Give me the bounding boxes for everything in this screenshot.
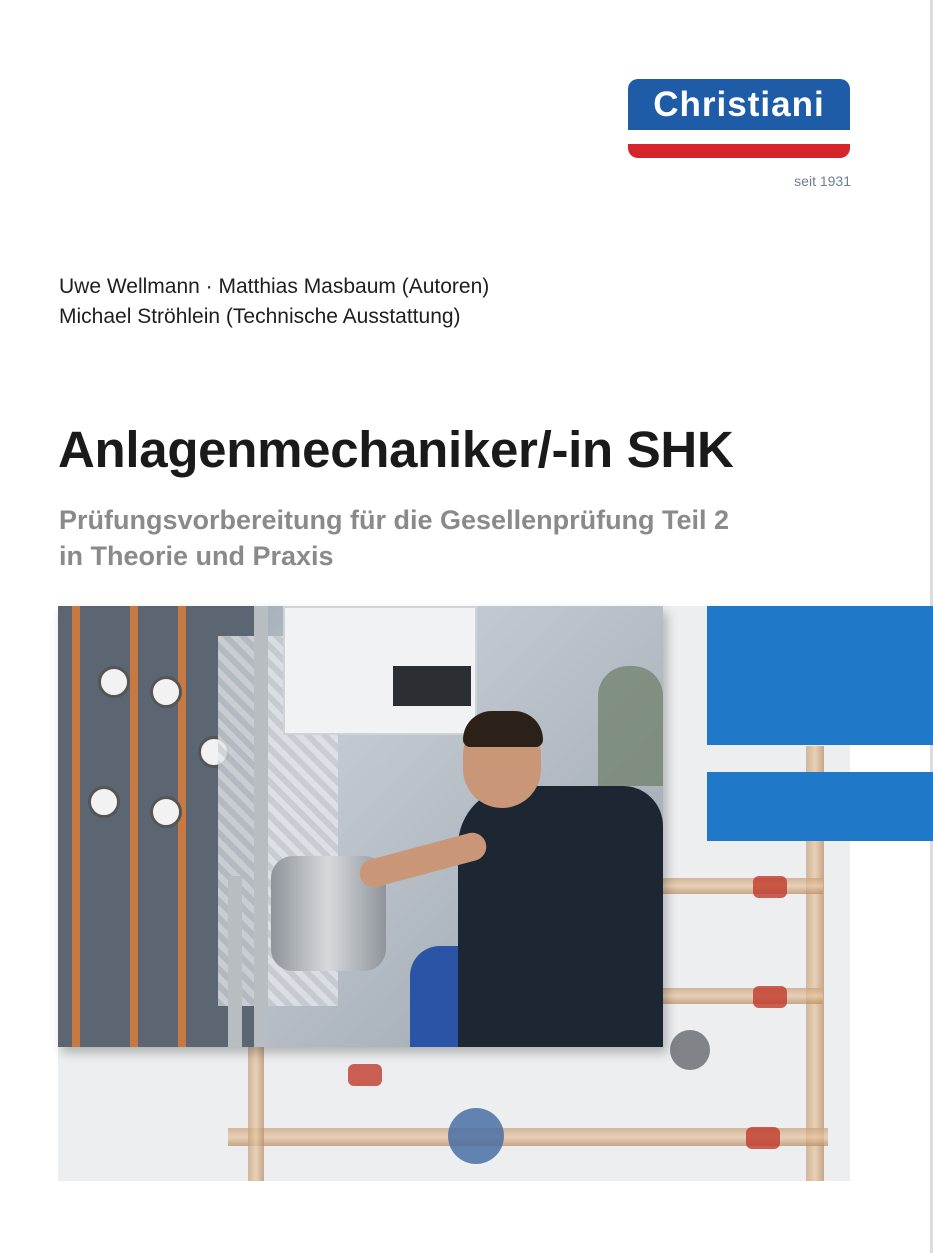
logo-wordmark: Christiani (628, 79, 850, 130)
publisher-since: seit 1931 (794, 173, 851, 189)
book-title: Anlagenmechaniker/-in SHK (58, 421, 734, 478)
pipe-horizontal (228, 1128, 828, 1146)
logo-stripe-white (628, 130, 850, 144)
gauge-icon (150, 676, 182, 708)
photo-background-people (598, 666, 663, 786)
copper-pipe (178, 606, 186, 1047)
regulator-icon (670, 1030, 710, 1070)
gauge-icon (98, 666, 130, 698)
valve-icon (348, 1064, 382, 1086)
authors-line-1: Uwe Wellmann · Matthias Masbaum (Autoren) (59, 275, 490, 298)
subtitle-line-2: in Theorie und Praxis (59, 541, 334, 571)
person-shirt (458, 786, 663, 1047)
valve-icon (753, 876, 787, 898)
handwheel-icon (448, 1108, 504, 1164)
boiler-panel (393, 666, 471, 706)
accent-block-bottom (707, 772, 933, 841)
rack-frame (254, 606, 268, 1047)
book-subtitle (59, 502, 729, 574)
logo-stripe-red (628, 144, 850, 158)
gauge-icon (150, 796, 182, 828)
authors (59, 272, 489, 332)
pipe-vertical (248, 1047, 264, 1181)
accent-block-top (707, 606, 933, 745)
publisher-logo (628, 79, 850, 159)
copper-pipe (130, 606, 138, 1047)
person-hair (463, 711, 543, 747)
valve-icon (746, 1127, 780, 1149)
cover-photo (58, 606, 663, 1047)
rack-frame (228, 876, 242, 1047)
valve-icon (753, 986, 787, 1008)
pipe-horizontal (658, 878, 823, 894)
pipe-horizontal (658, 988, 823, 1004)
copper-pipe (72, 606, 80, 1047)
authors-line-2: Michael Ströhlein (Technische Ausstattung) (59, 305, 461, 328)
gauge-icon (88, 786, 120, 818)
subtitle-line-1: Prüfungsvorbereitung für die Gesellenprüfung Teil 2 (59, 505, 730, 535)
